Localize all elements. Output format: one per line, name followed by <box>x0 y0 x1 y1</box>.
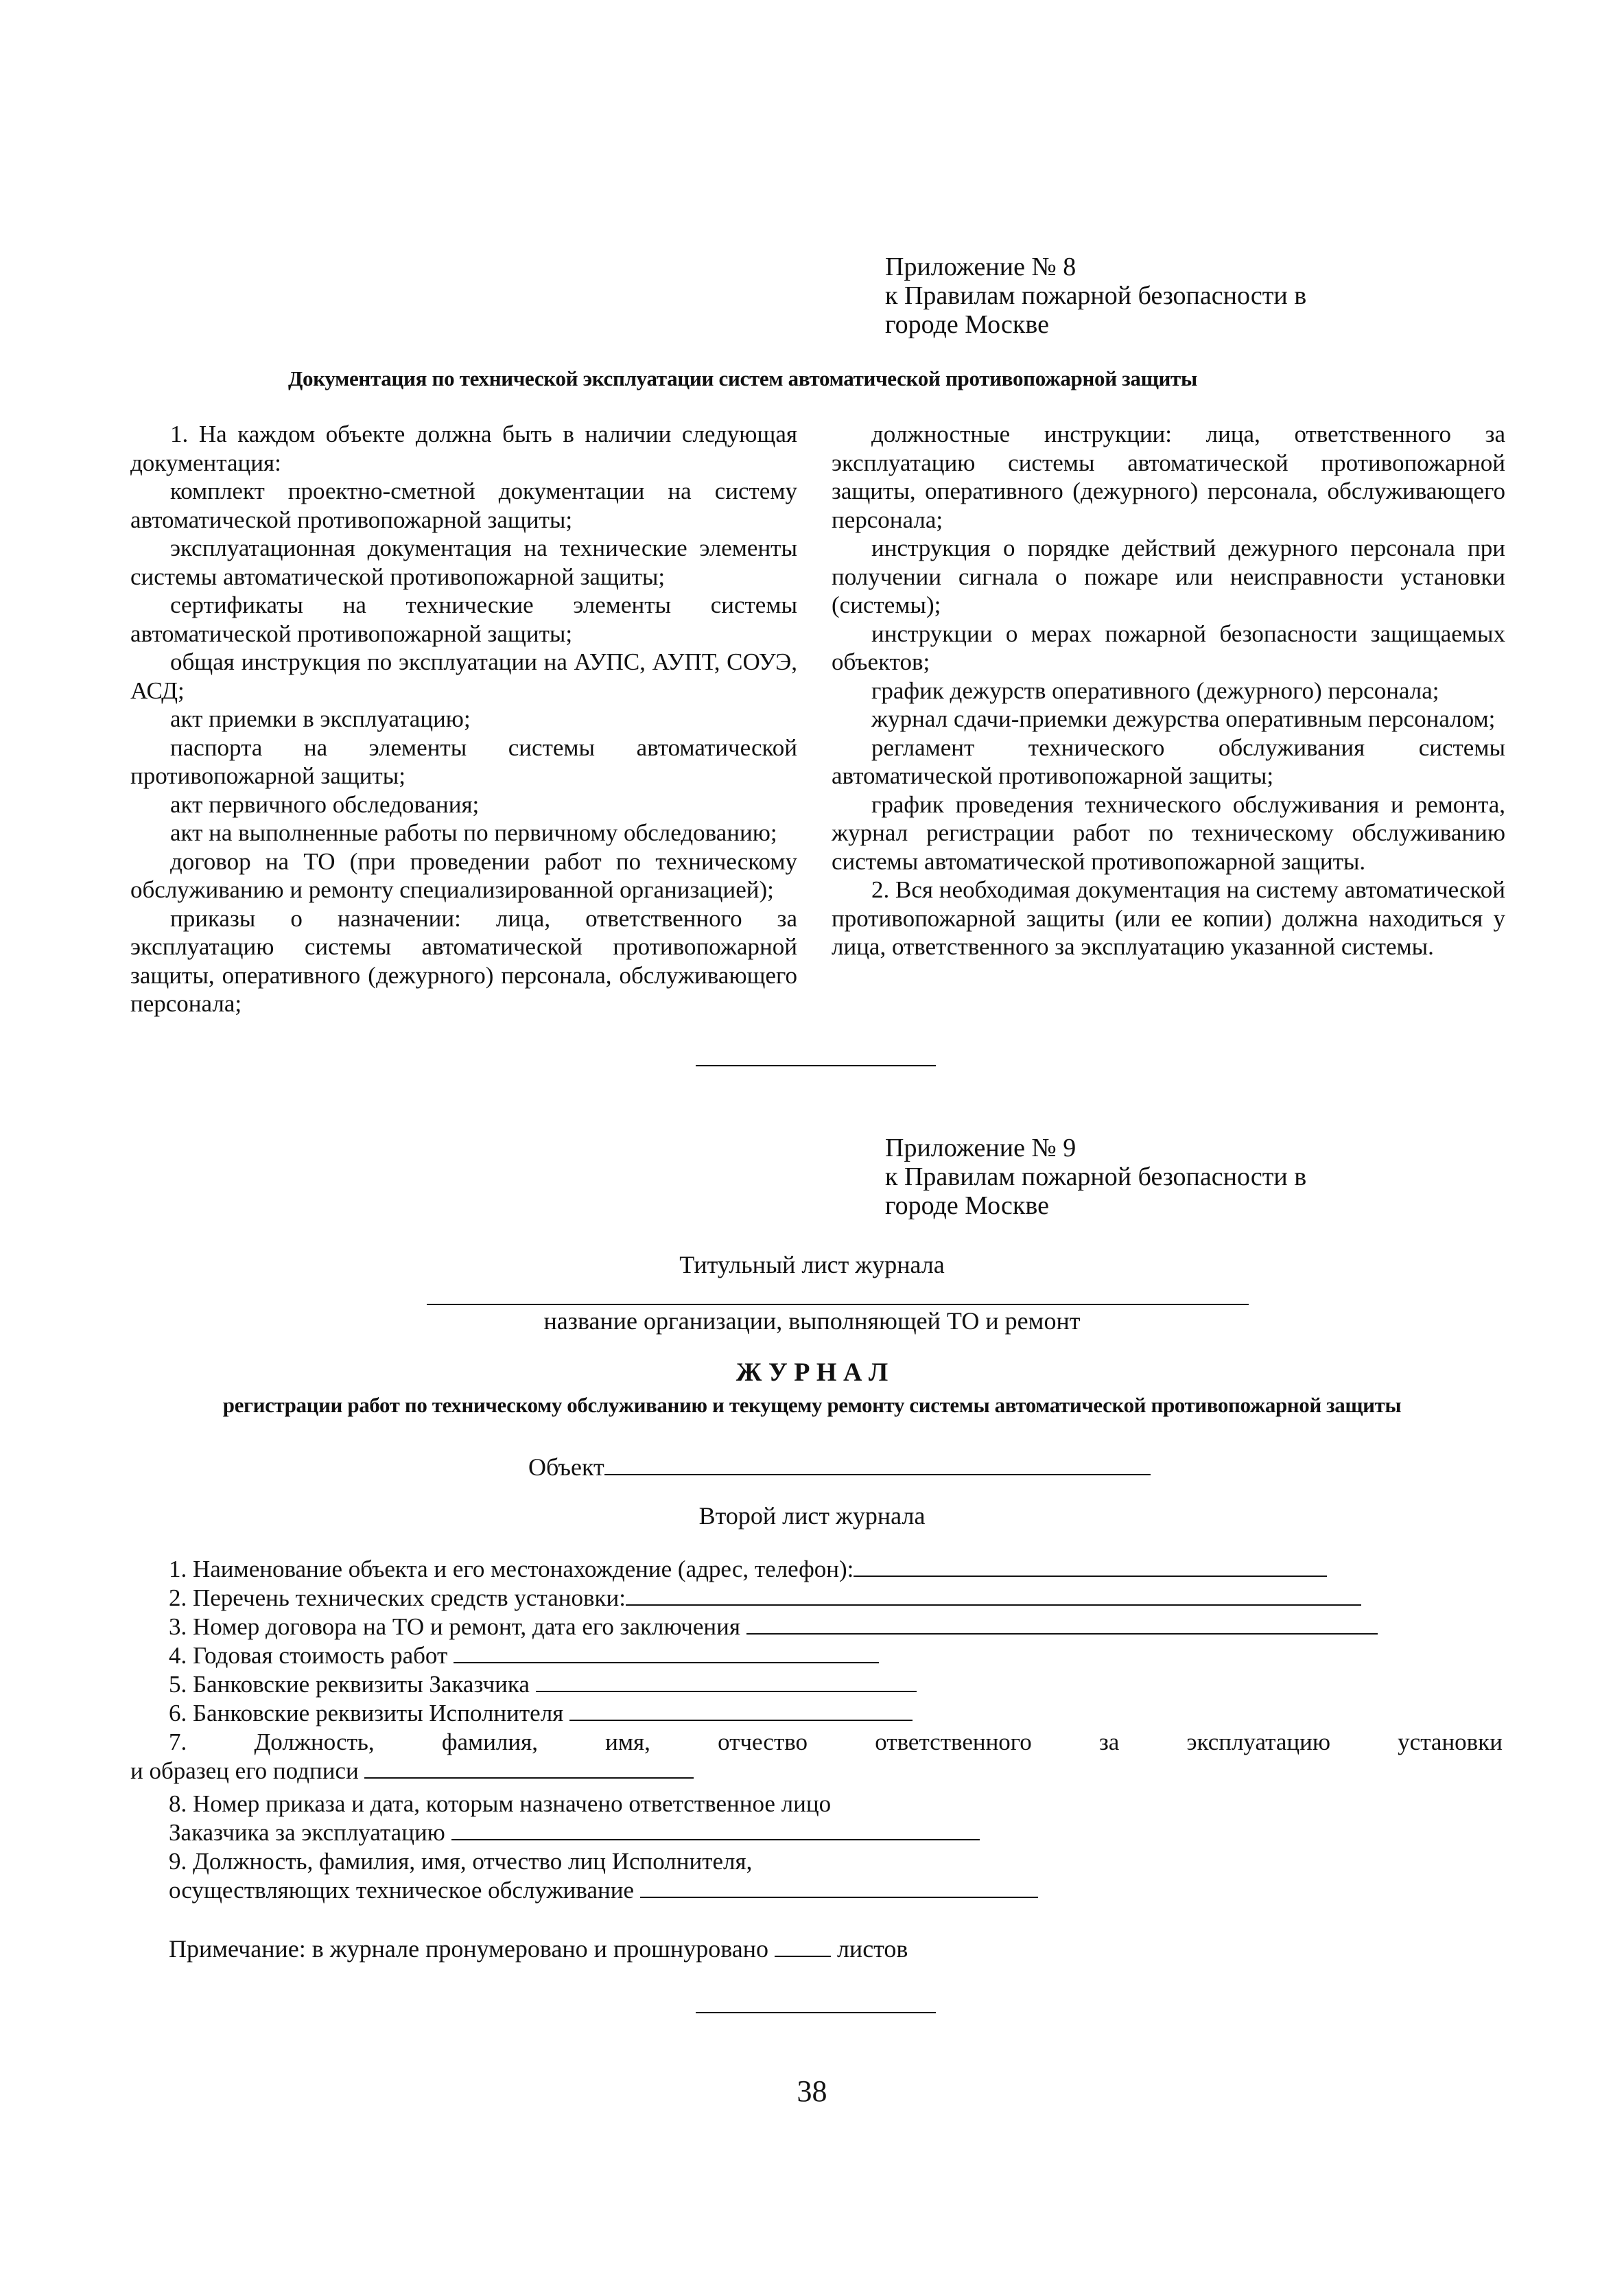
right-paragraph: инструкции о мерах пожарной безопасности защищаемых объектов; <box>832 620 1505 675</box>
journal-title: Ж У Р Н А Л <box>735 1358 889 1387</box>
right-paragraph: регламент технического обслуживания системы автоматической противопожарной защиты; <box>832 734 1505 789</box>
bottom-separator <box>696 2012 936 2013</box>
form-item-3 <box>169 1613 1378 1641</box>
appendix-8-number: Приложение № 8 <box>885 253 1076 281</box>
form-item-4-blank <box>454 1641 879 1663</box>
page-number: 38 <box>797 2074 827 2108</box>
form-item-2-label: 2. Перечень технических средств установки: <box>169 1584 626 1611</box>
form-item-7-blank <box>364 1757 694 1779</box>
form-item-8-cont-label: Заказчика за эксплуатацию <box>169 1819 445 1846</box>
appendix-9-number: Приложение № 9 <box>885 1134 1076 1162</box>
form-item-4-label: 4. Годовая стоимость работ <box>169 1642 448 1669</box>
form-item-6-blank <box>569 1699 913 1721</box>
right-paragraph: журнал сдачи-приемки дежурства оперативным персоналом; <box>871 705 1496 732</box>
form-item-9-label: 9. Должность, фамилия, имя, отчество лиц Исполнителя, <box>169 1848 753 1875</box>
journal-subtitle: регистрации работ по техническому обслуживанию и текущему ремонту системы автоматической противопожарной защиты <box>222 1393 1402 1417</box>
form-item-9 <box>169 1847 752 1876</box>
left-paragraph: акт приемки в эксплуатацию; <box>170 705 471 732</box>
left-column <box>130 420 797 1018</box>
form-item-7-cont-label: и образец его подписи <box>130 1757 359 1784</box>
form-item-7-continued <box>130 1757 694 1785</box>
form-item-5-label: 5. Банковские реквизиты Заказчика <box>169 1671 530 1698</box>
form-item-8 <box>169 1790 831 1818</box>
appendix-9-city: городе Москве <box>885 1191 1049 1220</box>
left-paragraph: комплект проектно-сметной документации на систему автоматической противопожарной защиты; <box>130 478 797 533</box>
form-item-4 <box>169 1641 879 1670</box>
left-paragraph: эксплуатационная документация на технические элементы системы автоматической противопожарной защиты; <box>130 535 797 590</box>
left-paragraph: 1. На каждом объекте должна быть в наличии следующая документация: <box>130 421 797 476</box>
note <box>169 1935 908 1964</box>
form-item-7-word: за <box>1098 1729 1120 1755</box>
right-column <box>832 420 1505 961</box>
object-field <box>528 1453 1151 1482</box>
form-item-8-continued <box>169 1818 980 1847</box>
form-item-7-word: имя, <box>605 1729 650 1755</box>
left-paragraph: договор на ТО (при проведении работ по техническому обслуживанию и ремонту специализированной организацией); <box>130 847 797 903</box>
object-label: Объект <box>528 1453 604 1481</box>
form-item-2 <box>169 1584 1361 1613</box>
left-paragraph: акт на выполненные работы по первичному обследованию; <box>170 819 777 846</box>
form-item-2-blank <box>626 1584 1361 1606</box>
organization-caption: название организации, выполняющей ТО и ремонт <box>543 1307 1081 1335</box>
form-item-7 <box>169 1728 1503 1757</box>
form-item-7-word: 7. <box>169 1729 187 1755</box>
title-page-label: Титульный лист журнала <box>679 1251 945 1278</box>
form-item-6-label: 6. Банковские реквизиты Исполнителя <box>169 1700 564 1726</box>
left-paragraph: сертификаты на технические элементы системы автоматической противопожарной защиты; <box>130 592 797 647</box>
form-item-7-word: Должность, <box>254 1729 375 1755</box>
right-paragraph: график проведения технического обслуживания и ремонта, журнал регистрации работ по техническому обслуживанию системы автоматической противопожарной защиты. <box>832 790 1505 875</box>
organization-name-line <box>427 1304 1249 1305</box>
form-item-1-blank <box>854 1555 1327 1577</box>
form-item-3-label: 3. Номер договора на ТО и ремонт, дата его заключения <box>169 1613 740 1640</box>
note-suffix: листов <box>836 1935 908 1963</box>
form-item-7-word: эксплуатацию <box>1186 1729 1330 1755</box>
left-paragraph: приказы о назначении: лица, ответственного за эксплуатацию системы автоматической противопожарной защиты, оперативного (дежурного) персонала, обслуживающего персонала; <box>130 904 797 1017</box>
right-paragraph: должностные инструкции: лица, ответственного за эксплуатацию системы автоматической противопожарной защиты, оперативного (дежурного) персонала, обслуживающего персонала; <box>832 421 1505 533</box>
sheet-count-blank <box>775 1935 831 1957</box>
left-paragraph: общая инструкция по эксплуатации на АУПС, АУПТ, СОУЭ, АСД; <box>130 648 797 704</box>
section-separator <box>696 1065 936 1066</box>
form-item-1-label: 1. Наименование объекта и его местонахождение (адрес, телефон): <box>169 1556 854 1582</box>
second-page-label: Второй лист журнала <box>698 1502 926 1530</box>
form-item-5-blank <box>536 1670 917 1692</box>
left-paragraph: паспорта на элементы системы автоматической противопожарной защиты; <box>130 734 797 789</box>
appendix-8-rules-ref: к Правилам пожарной безопасности в <box>885 281 1307 310</box>
right-paragraph: 2. Вся необходимая документация на систему автоматической противопожарной защиты (или ее копии) должна находиться у лица, ответственного за эксплуатацию указанной системы. <box>832 876 1505 960</box>
object-blank <box>604 1453 1151 1475</box>
form-item-7-word: ответственного <box>875 1729 1032 1755</box>
form-item-8-blank <box>451 1818 980 1840</box>
form-item-9-cont-label: осуществляющих техническое обслуживание <box>169 1877 635 1904</box>
form-item-7-word: отчество <box>718 1729 808 1755</box>
form-item-7-word: установки <box>1398 1729 1503 1755</box>
form-item-9-continued <box>169 1876 1038 1905</box>
appendix-8-city: городе Москве <box>885 310 1049 339</box>
appendix-9-rules-ref: к Правилам пожарной безопасности в <box>885 1162 1307 1191</box>
note-prefix: Примечание: в журнале пронумеровано и прошнуровано <box>169 1935 768 1963</box>
form-item-5 <box>169 1670 917 1699</box>
form-item-7-word: фамилия, <box>441 1729 538 1755</box>
left-paragraph: акт первичного обследования; <box>170 790 480 818</box>
form-item-9-blank <box>640 1876 1038 1898</box>
form-item-1 <box>169 1555 1327 1584</box>
appendix-8-header <box>885 253 1306 339</box>
section-title: Документация по технической эксплуатации систем автоматической противопожарной защиты <box>288 366 1197 390</box>
appendix-9-header <box>885 1134 1306 1220</box>
form-item-6 <box>169 1699 913 1728</box>
form-item-3-blank <box>746 1613 1378 1635</box>
right-paragraph: график дежурств оперативного (дежурного) персонала; <box>871 677 1439 704</box>
form-item-8-label: 8. Номер приказа и дата, которым назначено ответственное лицо <box>169 1790 832 1817</box>
right-paragraph: инструкция о порядке действий дежурного персонала при получении сигнала о пожаре или неисправности установки (системы); <box>832 535 1505 618</box>
